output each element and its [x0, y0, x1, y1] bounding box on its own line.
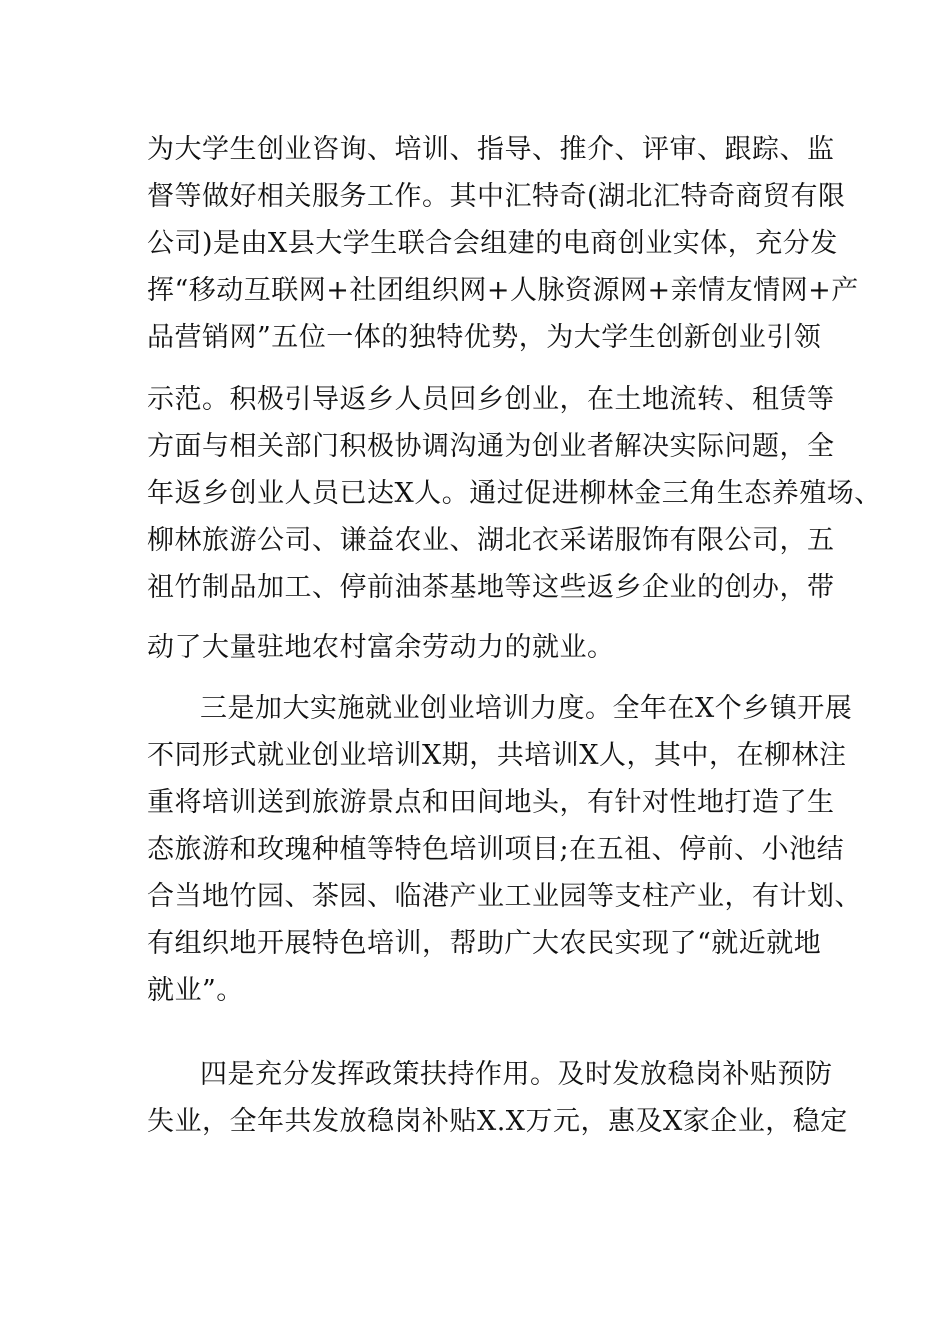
text-line: 柳林旅游公司、谦益农业、湖北衣采诺服饰有限公司，五 [147, 525, 835, 556]
paragraph-first-line: 三是加大实施就业创业培训力度。全年在X个乡镇开展 [200, 693, 853, 724]
text-line: 年返乡创业人员已达X人。通过促进柳林金三角生态养殖场、 [147, 478, 882, 509]
text-line: 动了大量驻地农村富余劳动力的就业。 [147, 632, 615, 663]
text-line: 祖竹制品加工、停前油茶基地等这些返乡企业的创办，带 [147, 572, 835, 603]
text-line: 不同形式就业创业培训X期，共培训X人，其中，在柳林注 [147, 740, 847, 771]
text-line: 督等做好相关服务工作。其中汇特奇(湖北汇特奇商贸有限 [147, 181, 846, 212]
text-line: 失业，全年共发放稳岗补贴X.X万元，惠及X家企业，稳定 [147, 1106, 848, 1137]
text-line: 公司)是由X县大学生联合会组建的电商创业实体，充分发 [147, 228, 838, 259]
paragraph-first-line: 四是充分发挥政策扶持作用。及时发放稳岗补贴预防 [200, 1059, 833, 1090]
text-line: 就业”。 [147, 975, 244, 1006]
text-line: 重将培训送到旅游景点和田间地头，有针对性地打造了生 [147, 787, 835, 818]
text-line: 为大学生创业咨询、培训、指导、推介、评审、跟踪、监 [147, 134, 835, 165]
text-line: 示范。积极引导返乡人员回乡创业，在土地流转、租赁等 [147, 384, 835, 415]
text-line: 有组织地开展特色培训，帮助广大农民实现了“就近就地 [147, 928, 822, 959]
text-line: 方面与相关部门积极协调沟通为创业者解决实际问题，全 [147, 431, 835, 462]
text-line: 合当地竹园、茶园、临港产业工业园等支柱产业，有计划、 [147, 881, 862, 912]
text-line: 态旅游和玫瑰种植等特色培训项目;在五祖、停前、小池结 [147, 834, 845, 865]
text-line: 挥“移动互联网+社团组织网+人脉资源网+亲情友情网+产 [147, 275, 859, 306]
text-line: 品营销网”五位一体的独特优势，为大学生创新创业引领 [147, 322, 822, 353]
